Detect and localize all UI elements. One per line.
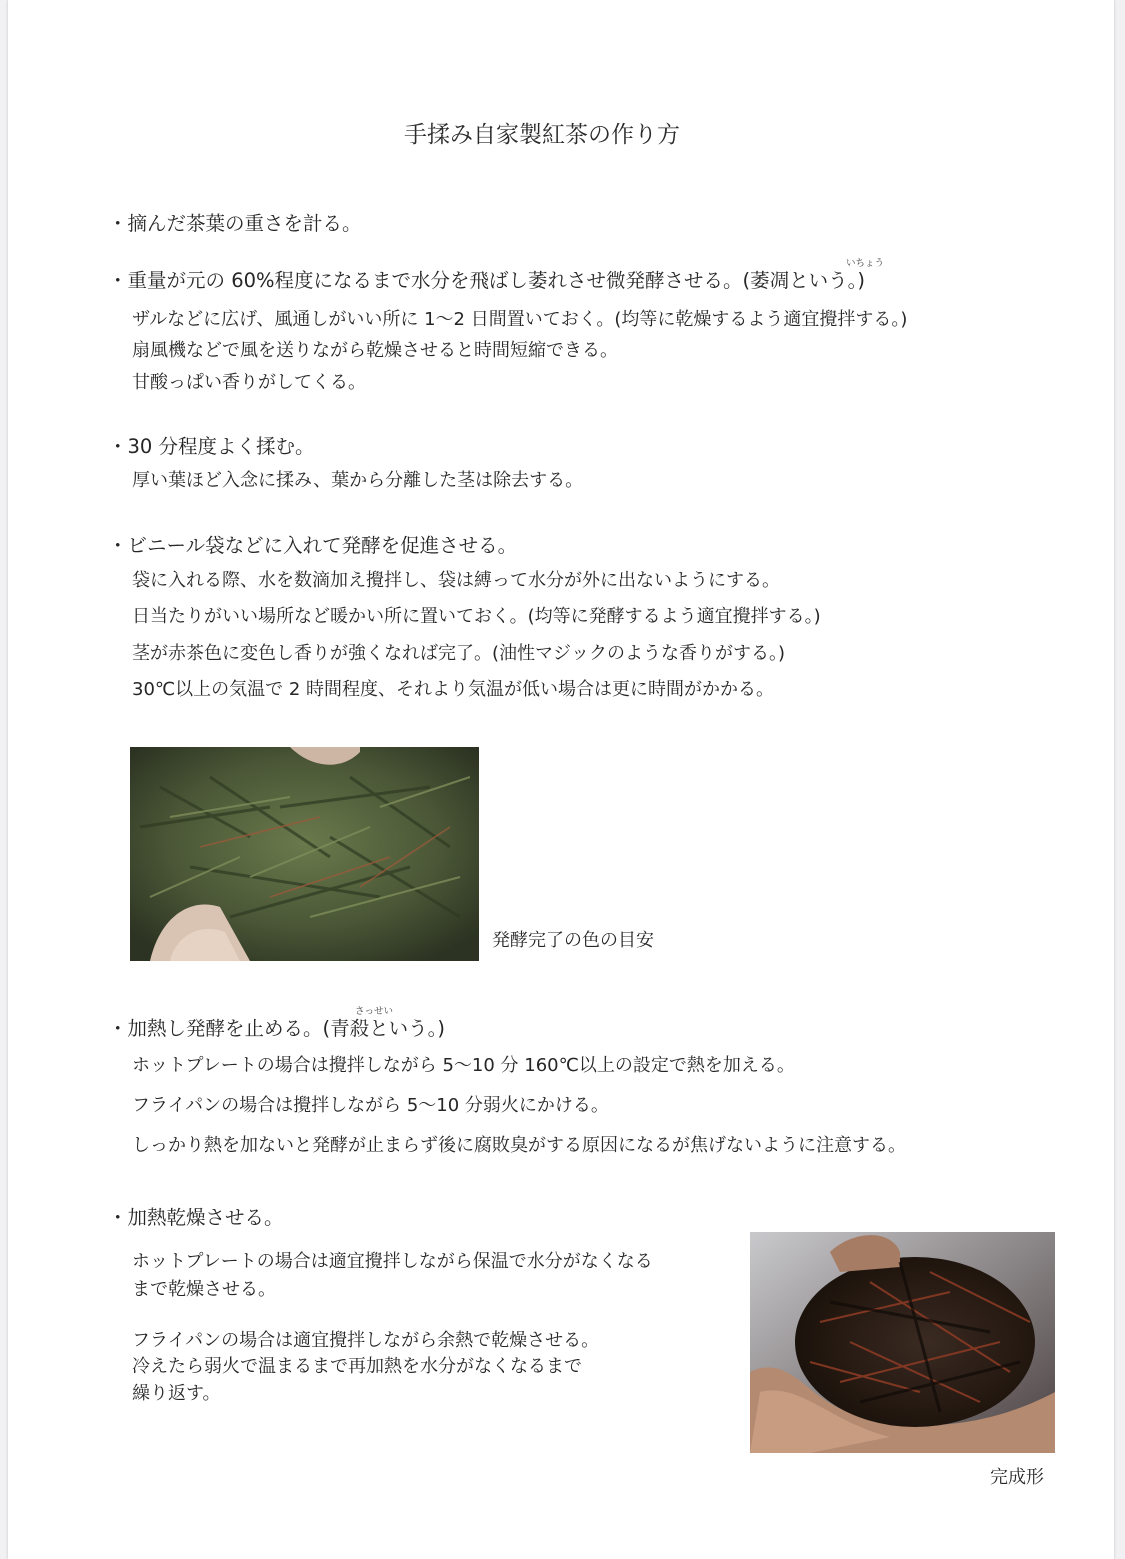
step-line: 日当たりがいい場所など暖かい所に置いておく。(均等に発酵するよう適宜攪拌する。) — [132, 606, 821, 627]
step-line: しっかり熱を加ないと発酵が止まらず後に腐敗臭がする原因になるが焦げないように注意する。 — [132, 1135, 906, 1156]
step-line: 袋に入れる際、水を数滴加え攪拌し、袋は縛って水分が外に出ないようにする。 — [132, 570, 780, 591]
step-heading-dry: ・加熱乾燥させる。 — [108, 1206, 284, 1229]
step-line: ザルなどに広げ、風通しがいい所に 1〜2 日間置いておく。(均等に乾燥するよう適宜攪拌する。) — [132, 309, 908, 330]
step-line: 茎が赤茶色に変色し香りが強くなれば完了。(油性マジックのような香りがする。) — [132, 643, 786, 664]
finished-tea-photo — [750, 1232, 1055, 1453]
step-line: ホットプレートの場合は適宜攪拌しながら保温で水分がなくなる — [132, 1251, 653, 1272]
fermented-leaves-photo — [130, 747, 479, 961]
step-heading-weigh: ・摘んだ茶葉の重さを計る。 — [108, 212, 362, 235]
step-line: 繰り返す。 — [132, 1383, 221, 1404]
finished-photo-caption: 完成形 — [990, 1467, 1044, 1488]
ruby-ichou: いちょう — [846, 258, 885, 269]
document-title: 手揉み自家製紅茶の作り方 — [404, 122, 680, 148]
step-line: 冷えたら弱火で温まるまで再加熱を水分がなくなるまで — [132, 1356, 582, 1377]
step-heading-wither: ・重量が元の 60%程度になるまで水分を飛ばし萎れさせ微発酵させる。(萎凋という。) — [108, 269, 866, 292]
step-heading-roll: ・30 分程度よく揉む。 — [108, 435, 315, 458]
step-line: フライパンの場合は適宜攪拌しながら余熱で乾燥させる。 — [132, 1330, 600, 1351]
step-heading-stop-ferment: ・加熱し発酵を止める。(青殺という。) — [108, 1017, 445, 1040]
step-line: まで乾燥させる。 — [132, 1279, 276, 1300]
step-line: 30℃以上の気温で 2 時間程度、それより気温が低い場合は更に時間がかかる。 — [132, 679, 775, 700]
step-line: 厚い葉ほど入念に揉み、葉から分離した茎は除去する。 — [132, 470, 584, 491]
step-line: 甘酸っぱい香りがしてくる。 — [132, 372, 366, 393]
fermented-photo-caption: 発酵完了の色の目安 — [492, 930, 654, 951]
step-line: ホットプレートの場合は攪拌しながら 5〜10 分 160℃以上の設定で熱を加える。 — [132, 1055, 795, 1076]
step-heading-ferment: ・ビニール袋などに入れて発酵を促進させる。 — [108, 534, 518, 557]
step-line: 扇風機などで風を送りながら乾燥させると時間短縮できる。 — [132, 340, 618, 361]
document-page — [8, 0, 1114, 1559]
step-line: フライパンの場合は攪拌しながら 5〜10 分弱火にかける。 — [132, 1095, 609, 1116]
ruby-sassei: さっせい — [355, 1006, 394, 1017]
